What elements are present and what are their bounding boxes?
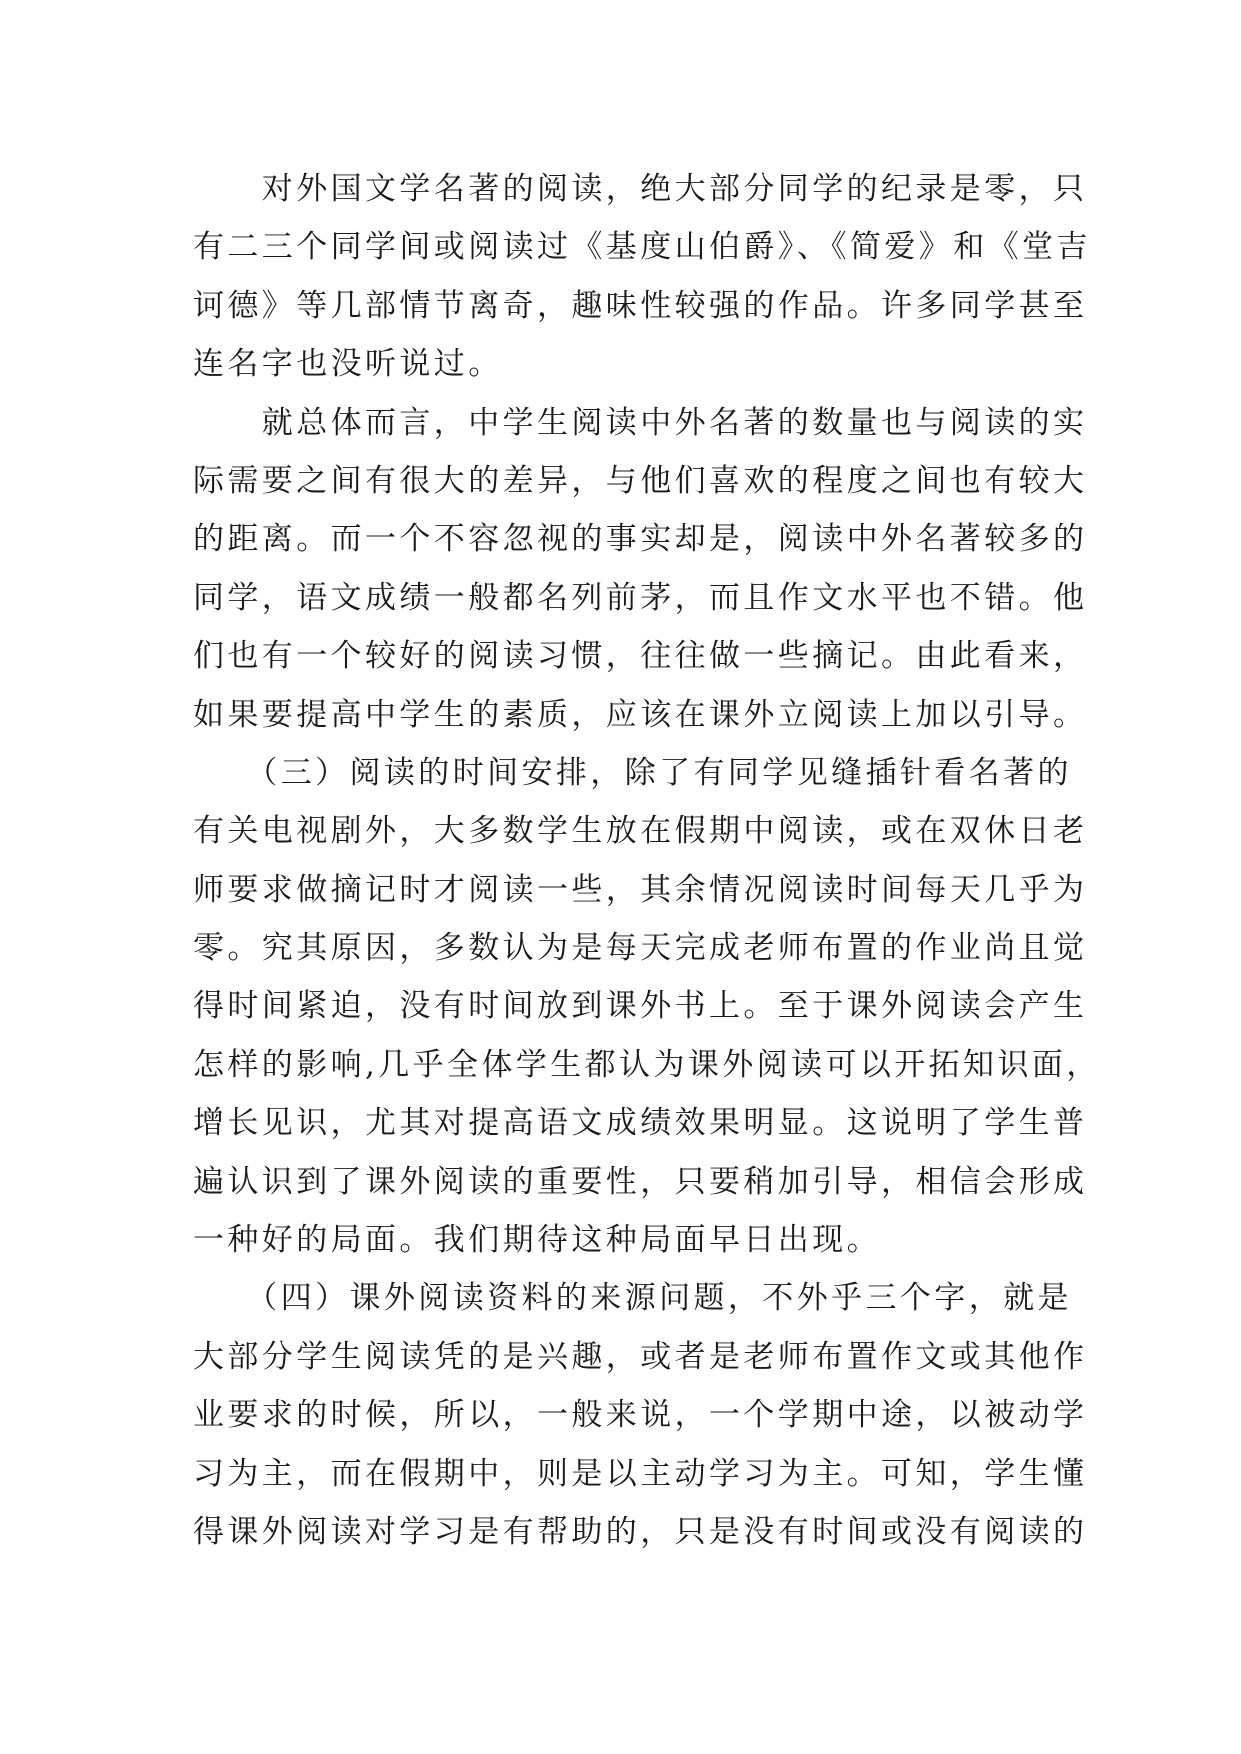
text-line: 对外国文学名著的阅读，绝大部分同学的纪录是零，只: [193, 171, 1088, 207]
text-line: 们也有一个较好的阅读习惯，往往做一些摘记。由此看来，: [193, 638, 1088, 675]
text-line: 师要求做摘记时才阅读一些，其余情况阅读时间每天几乎为: [193, 871, 1088, 908]
text-line: 的距离。而一个不容忽视的事实却是，阅读中外名著较多的: [193, 521, 1088, 558]
text-line: 习为主，而在假期中，则是以主动学习为主。可知，学生懂: [193, 1455, 1088, 1492]
text-line: 增长见识，尤其对提高语文成绩效果明显。这说明了学生普: [193, 1105, 1088, 1142]
text-line: 遍认识到了课外阅读的重要性，只要稍加引导，相信会形成: [193, 1163, 1088, 1200]
body-text: [193, 160, 1101, 1561]
text-line: 连名字也没听说过。: [193, 346, 503, 383]
text-line: 有关电视剧外，大多数学生放在假期中阅读，或在双休日老: [193, 813, 1088, 850]
text-line: （四）课外阅读资料的来源问题，不外乎三个字，就是: [193, 1280, 1072, 1317]
text-line: 得课外阅读对学习是有帮助的，只是没有时间或没有阅读的: [193, 1513, 1088, 1550]
text-line: 同学，语文成绩一般都名列前茅，而且作文水平也不错。他: [193, 579, 1088, 616]
text-line: （三）阅读的时间安排，除了有同学见缝插针看名著的: [193, 754, 1072, 791]
text-line: 大部分学生阅读凭的是兴趣，或者是老师布置作文或其他作: [193, 1338, 1088, 1375]
text-line: 一种好的局面。我们期待这种局面早日出现。: [193, 1222, 881, 1259]
text-line: 怎样的影响,几乎全体学生都认为课外阅读可以开拓知识面，: [193, 1046, 1101, 1083]
text-line: 有二三个同学间或阅读过《基度山伯爵》、《简爱》和《堂吉: [193, 229, 1091, 266]
text-line: 诃德》等几部情节离奇，趣味性较强的作品。许多同学甚至: [193, 287, 1088, 324]
text-line: 如果要提高中学生的素质，应该在课外立阅读上加以引导。: [193, 696, 1088, 733]
text-line: 业要求的时候，所以，一般来说，一个学期中途，以被动学: [193, 1397, 1088, 1434]
text-line: 就总体而言，中学生阅读中外名著的数量也与阅读的实: [193, 404, 1088, 441]
text-line: 零。究其原因，多数认为是每天完成老师布置的作业尚且觉: [193, 930, 1088, 967]
text-line: 得时间紧迫，没有时间放到课外书上。至于课外阅读会产生: [193, 988, 1088, 1025]
text-line: 际需要之间有很大的差异，与他们喜欢的程度之间也有较大: [193, 462, 1088, 499]
